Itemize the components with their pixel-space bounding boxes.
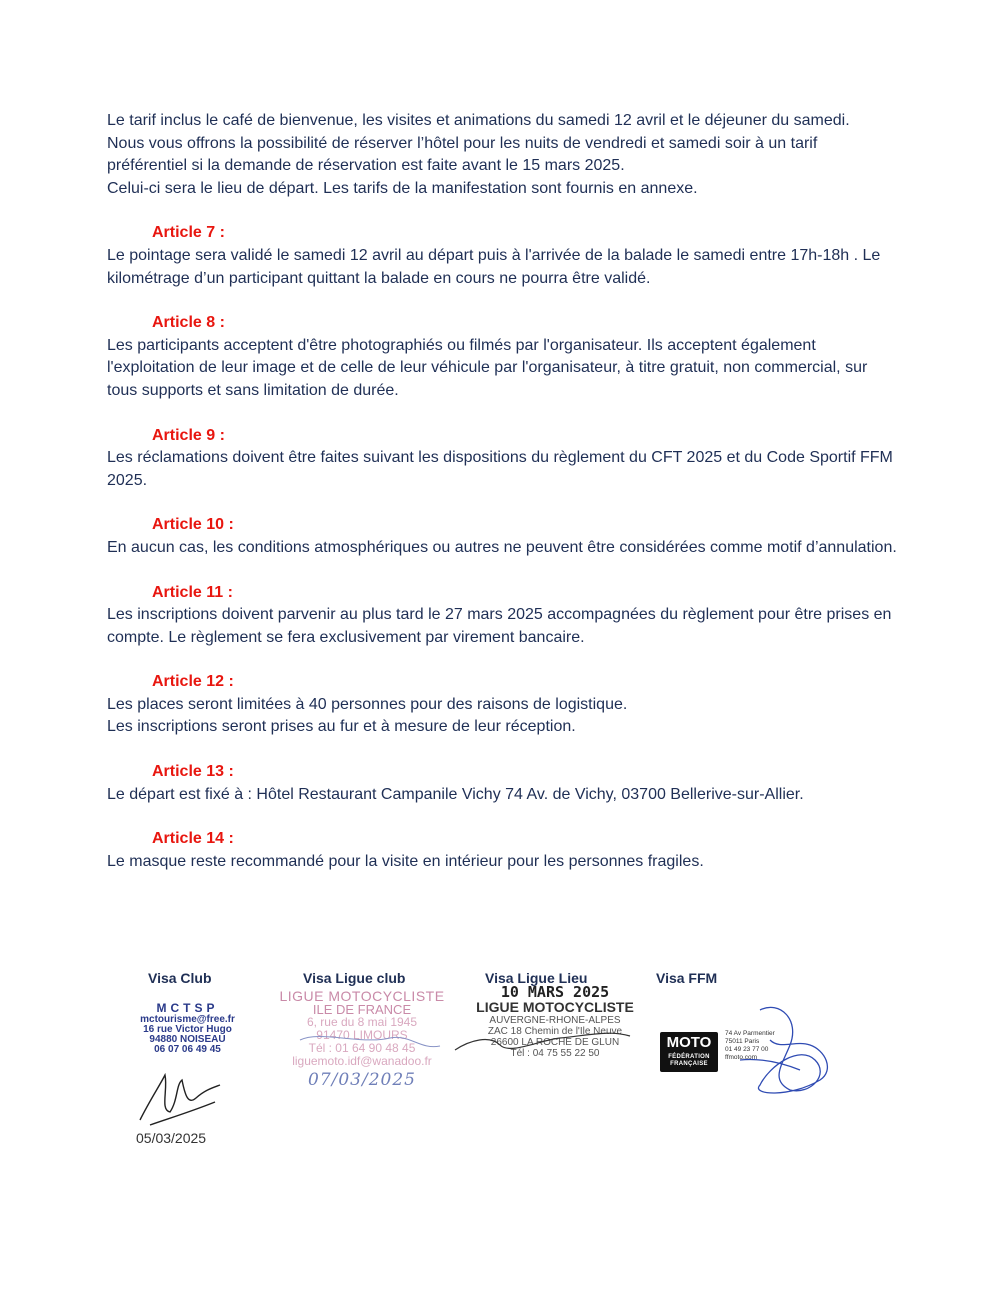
article-title: Article 10 : — [152, 516, 234, 534]
article-title: Article 8 : — [152, 314, 225, 332]
club-signature-icon — [140, 1075, 220, 1125]
article-title: Article 9 : — [152, 426, 225, 444]
aura-street: ZAC 18 Chemin de l'Ile Neuve — [487, 1026, 623, 1037]
ffm-web: ffmoto.com — [725, 1054, 758, 1061]
ffm-logo-text: MOTO — [666, 1034, 712, 1051]
article-text: Les réclamations doivent être faites suivant les dispositions du règlement du CFT 2025 et du Code Sportif FFM 2025. — [107, 449, 893, 489]
ffm-moto-logo — [660, 1032, 718, 1072]
ffm-address — [725, 1030, 795, 1062]
article-title: Article 14 : — [152, 830, 234, 848]
idf-city: 91470 LIMOURS — [316, 1028, 408, 1042]
article-title: Article 11 : — [152, 583, 233, 601]
article-text: En aucun cas, les conditions atmosphériques ou autres ne peuvent être considérées comme motif d’annulation. — [107, 538, 897, 556]
article-13 — [107, 761, 897, 806]
ffm-logo-sub: FÉDÉRATION FRANÇAISE — [668, 1054, 710, 1067]
aura-date-stamp: 10 MARS 2025 — [500, 983, 610, 1001]
idf-line2: ILE DE FRANCE — [312, 1002, 412, 1017]
aura-line1: LIGUE MOTOCYCLISTE — [476, 999, 634, 1015]
mctsp-email: mctourisme@free.fr — [140, 1014, 235, 1025]
idf-line1: LIGUE MOTOCYCLISTE — [279, 988, 445, 1004]
aura-city: 26600 LA ROCHE DE GLUN — [490, 1037, 620, 1048]
mctsp-street: 16 rue Victor Hugo — [143, 1024, 232, 1035]
visa-ligue-lieu-label: Visa Ligue Lieu — [485, 970, 588, 986]
article-14 — [107, 828, 897, 873]
article-text: Les places seront limitées à 40 personnes pour des raisons de logistique. — [107, 695, 628, 713]
intro-paragraph: Le tarif inclus le café de bienvenue, les visites et animations du samedi 12 avril et le déjeuner du samedi. — [107, 112, 850, 129]
article-text: Les participants acceptent d'être photographiés ou filmés par l'organisateur. Ils acceptent également l'exploitation de leur image et de celle de leur véhicule par l'organisateur, à titre gratuit, non commercial, sur tous supports et sans limitation de durée. — [107, 336, 868, 399]
article-text: Les inscriptions doivent parvenir au plus tard le 27 mars 2025 accompagnées du règlement pour être prises en compte. Le règlement se fera exclusivement par virement bancaire. — [107, 606, 892, 646]
aura-line2: AUVERGNE-RHONE-ALPES — [489, 1015, 621, 1026]
visa-ffm-label: Visa FFM — [656, 970, 718, 986]
mctsp-stamp — [120, 1003, 255, 1055]
idf-street: 6, rue du 8 mai 1945 — [306, 1015, 418, 1029]
article-7 — [107, 222, 897, 290]
aura-phone: Tél : 04 75 55 22 50 — [510, 1048, 600, 1059]
mctsp-phone: 06 07 06 49 45 — [154, 1044, 221, 1055]
article-12 — [107, 671, 897, 739]
mctsp-name: MCTSP — [156, 1001, 219, 1015]
idf-handwritten-date: 07/03/2025 — [308, 1070, 416, 1090]
article-8 — [107, 312, 897, 402]
visa-ligue-club-label: Visa Ligue club — [303, 970, 406, 986]
idf-email: liguemoto.idf@wanadoo.fr — [292, 1054, 432, 1068]
article-9 — [107, 425, 897, 493]
article-text: Les inscriptions seront prises au fur et à mesure de leur réception. — [107, 718, 576, 736]
idf-phone: Tél : 01 64 90 48 45 — [308, 1041, 416, 1055]
article-text: Le pointage sera validé le samedi 12 avril au départ puis à l'arrivée de la balade le samedi entre 17h-18h . Le kilométrage d’un participant quittant la balade en cours ne pourra être validé. — [107, 246, 881, 287]
mctsp-city: 94880 NOISEAU — [149, 1034, 226, 1045]
article-11 — [107, 582, 897, 650]
intro-block — [107, 110, 897, 200]
article-title: Article 13 : — [152, 763, 234, 781]
ffm-addr2: 75011 Paris — [725, 1038, 760, 1045]
visa-club-label: Visa Club — [148, 970, 212, 986]
ffm-phone: 01 49 23 77 00 — [725, 1046, 769, 1053]
ligue-aura-stamp — [455, 983, 655, 1059]
intro-paragraph: Nous vous offrons la possibilité de réserver l’hôtel pour les nuits de vendredi et samedi soir à un tarif préférentiel si la demande de réservation est faite avant le 15 mars 2025. — [107, 134, 818, 175]
article-10 — [107, 514, 897, 559]
ligue-idf-stamp — [262, 988, 462, 1090]
intro-paragraph: Celui-ci sera le lieu de départ. Les tarifs de la manifestation sont fournis en annexe. — [107, 179, 698, 197]
ffm-addr1: 74 Av Parmentier — [725, 1030, 775, 1037]
document-body — [107, 110, 897, 873]
signature-date: 05/03/2025 — [136, 1130, 207, 1146]
article-text: Le masque reste recommandé pour la visite en intérieur pour les personnes fragiles. — [107, 852, 704, 870]
article-text: Le départ est fixé à : Hôtel Restaurant Campanile Vichy 74 Av. de Vichy, 03700 Bellerive-sur-Allier. — [107, 785, 804, 803]
article-title: Article 7 : — [152, 224, 225, 242]
article-title: Article 12 : — [152, 673, 234, 691]
